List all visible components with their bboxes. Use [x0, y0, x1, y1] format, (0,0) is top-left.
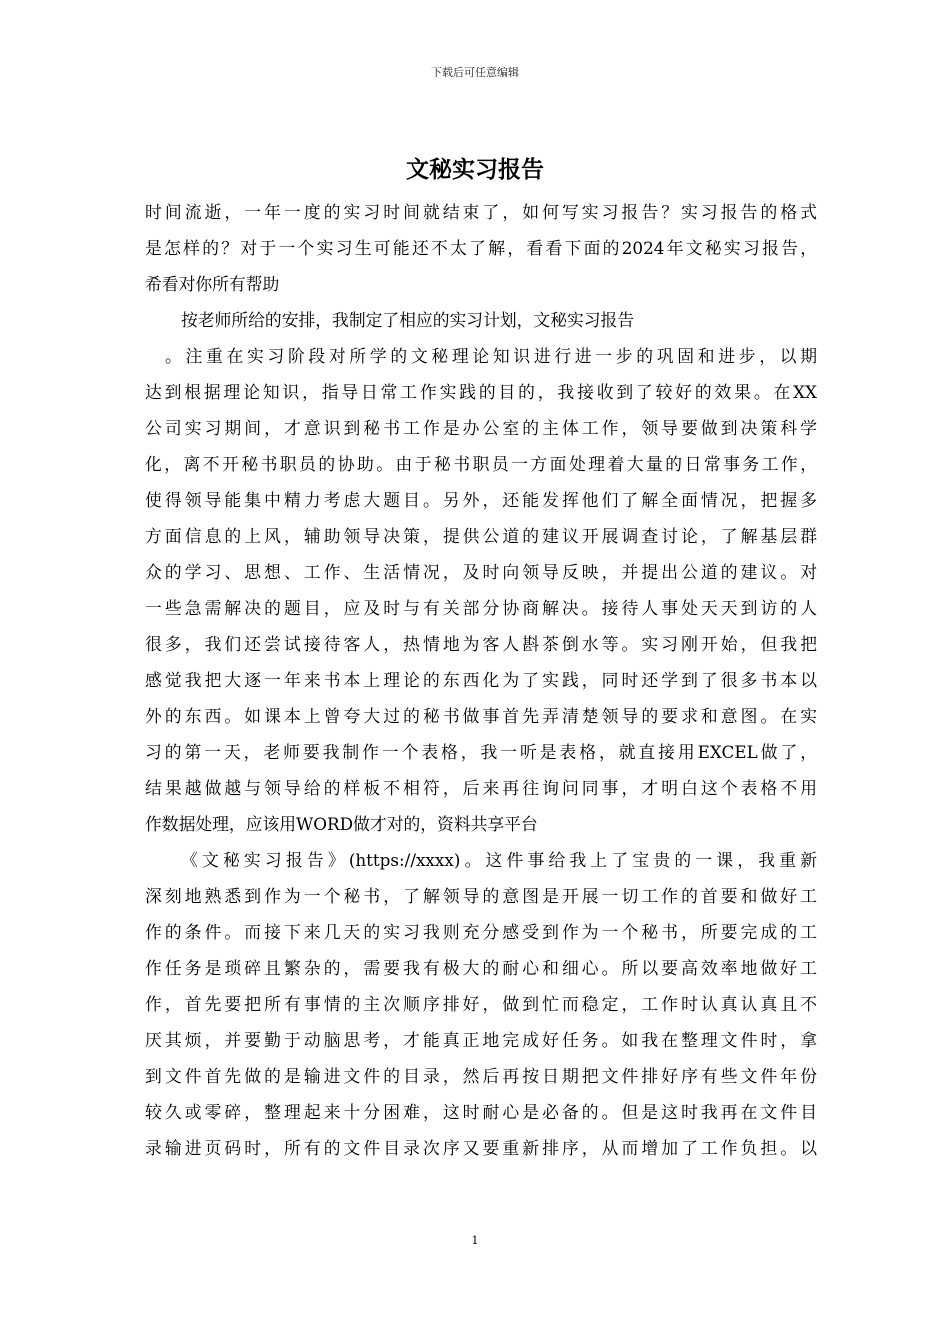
text-line: 很多，我们还尝试接待客人，热情地为客人斟茶倒水等。实习刚开始，但我把 [145, 634, 817, 654]
text-line: 。注重在实习阶段对所学的文秘理论知识进行进一步的巩固和进步，以期 [165, 346, 817, 366]
text-line: 作，首先要把所有事情的主次顺序排好，做到忙而稳定，工作时认真认真且不 [145, 994, 817, 1014]
text-line: 按老师所给的安排，我制定了相应的实习计划，文秘实习报告 [181, 310, 635, 330]
text-line: 时间流逝，一年一度的实习时间就结束了，如何写实习报告？实习报告的格式 [145, 202, 817, 222]
text-line: 达到根据理论知识，指导日常工作实践的目的，我接收到了较好的效果。在XX [145, 382, 817, 402]
document-body [145, 194, 817, 1166]
text-line: 录输进页码时，所有的文件目录次序又要重新排序，从而增加了工作负担。以 [145, 1138, 817, 1158]
text-line: 较久或零碎，整理起来十分困难，这时耐心是必备的。但是这时我再在文件目 [145, 1102, 817, 1122]
text-line: 作数据处理，应该用WORD做才对的，资料共享平台 [145, 814, 538, 834]
page-number: 1 [471, 1234, 479, 1247]
text-line: 感觉我把大逐一年来书本上理论的东西化为了实践，同时还学到了很多书本以 [145, 670, 817, 690]
text-line: 众的学习、思想、工作、生活情况，及时向领导反映，并提出公道的建议。对 [145, 562, 817, 582]
text-line: 《文秘实习报告》(https://xxxx)。这件事给我上了宝贵的一课，我重新 [181, 850, 817, 870]
text-line: 化，离不开秘书职员的协助。由于秘书职员一方面处理着大量的日常事务工作， [145, 454, 817, 474]
document-title: 文秘实习报告 [406, 156, 544, 183]
text-line: 外的东西。如课本上曾夸大过的秘书做事首先弄清楚领导的要求和意图。在实 [145, 706, 817, 726]
page-header: 下载后可任意编辑 [431, 66, 519, 79]
text-line: 习的第一天，老师要我制作一个表格，我一听是表格，就直接用EXCEL做了， [145, 742, 817, 762]
text-line: 使得领导能集中精力考虑大题目。另外，还能发挥他们了解全面情况，把握多 [145, 490, 817, 510]
text-line: 是怎样的？对于一个实习生可能还不太了解，看看下面的2024年文秘实习报告， [145, 238, 817, 258]
text-line: 作任务是琐碎且繁杂的，需要我有极大的耐心和细心。所以要高效率地做好工 [145, 958, 817, 978]
text-line: 希看对你所有帮助 [145, 274, 280, 294]
text-line: 方面信息的上风，辅助领导决策，提供公道的建议开展调查讨论，了解基层群 [145, 526, 817, 546]
text-line: 作的条件。而接下来几天的实习我则充分感受到作为一个秘书，所要完成的工 [145, 922, 817, 942]
text-line: 到文件首先做的是输进文件的目录，然后再按日期把文件排好序有些文件年份 [145, 1066, 817, 1086]
text-line: 结果越做越与领导给的样板不相符，后来再往询问同事，才明白这个表格不用 [145, 778, 817, 798]
text-line: 深刻地熟悉到作为一个秘书，了解领导的意图是开展一切工作的首要和做好工 [145, 886, 817, 906]
text-line: 公司实习期间，才意识到秘书工作是办公室的主体工作，领导要做到决策科学 [145, 418, 817, 438]
text-line: 一些急需解决的题目，应及时与有关部分协商解决。接待人事处天天到访的人 [145, 598, 817, 618]
text-line: 厌其烦，并要勤于动脑思考，才能真正地完成好任务。如我在整理文件时，拿 [145, 1030, 817, 1050]
